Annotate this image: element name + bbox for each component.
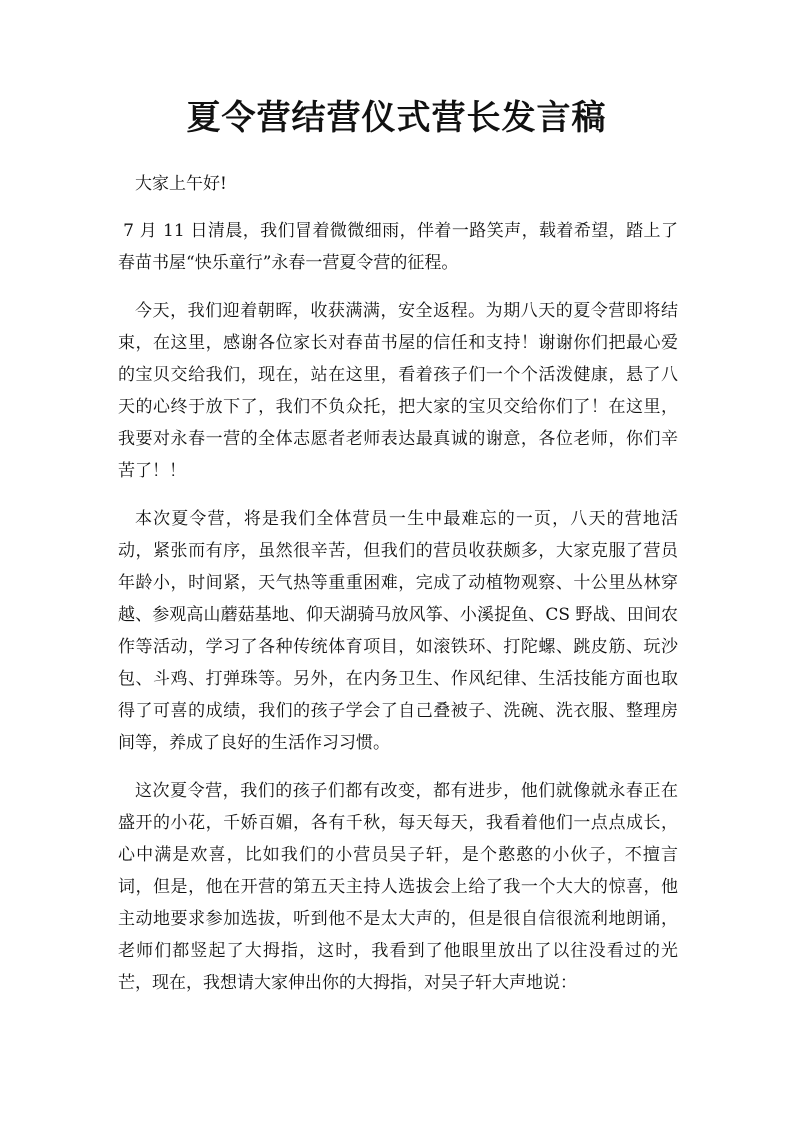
document-body [118, 168, 678, 1015]
paragraph-return-thanks: 今天，我们迎着朝晖，收获满满，安全返程。为期八天的夏令营即将结束，在这里，感谢各位家长对春苗书屋的信任和支持！谢谢你们把最心爱的宝贝交给我们，现在，站在这里，看着孩子们一个个活泼健康，悬了八天的心终于放下了，我们不负众托，把大家的宝贝交给你们了！在这里，我要对永春一营的全体志愿者老师表达最真诚的谢意，各位老师，你们辛苦了！！ [118, 301, 678, 481]
paragraph-camp-activities: 本次夏令营，将是我们全体营员一生中最难忘的一页，八天的营地活动，紧张而有序，虽然很辛苦，但我们的营员收获颇多，大家克服了营员年龄小，时间紧，天气热等重重困难，完成了动植物观察、十公里丛林穿越、参观高山蘑菇基地、仰天湖骑马放风筝、小溪捉鱼、CS 野战、田间农作等活动，学习了各种传统体育项目，如滚铁环、打陀螺、跳皮筋、玩沙包、斗鸡、打弹珠等。另外，在内务卫生、作风纪律、生活技能方面也取得了可喜的成绩，我们的孩子学会了自己叠被子、洗碗、洗衣服、整理房间等，养成了良好的生活作习习惯。 [118, 509, 678, 753]
paragraph-departure: 7 月 11 日清晨，我们冒着微微细雨，伴着一路笑声，载着希望，踏上了春苗书屋“快乐童行”永春一营夏令营的征程。 [118, 221, 678, 273]
paragraph-children-progress: 这次夏令营，我们的孩子们都有改变，都有进步，他们就像就永春正在盛开的小花，千娇百媚，各有千秋，每天每天，我看着他们一点点成长，心中满是欢喜，比如我们的小营员吴子轩，是个憨憨的小伙子，不擅言词，但是，他在开营的第五天主持人选拔会上给了我一个大大的惊喜，他主动地要求参加选拔，听到他不是太大声的，但是很自信很流利地朗诵，老师们都竖起了大拇指，这时，我看到了他眼里放出了以往没看过的光芒，现在，我想请大家伸出你的大拇指，对吴子轩大声地说： [118, 781, 678, 993]
paragraph-greeting: 大家上午好! [135, 174, 227, 194]
document-title: 夏令营结营仪式营长发言稿 [186, 98, 607, 138]
